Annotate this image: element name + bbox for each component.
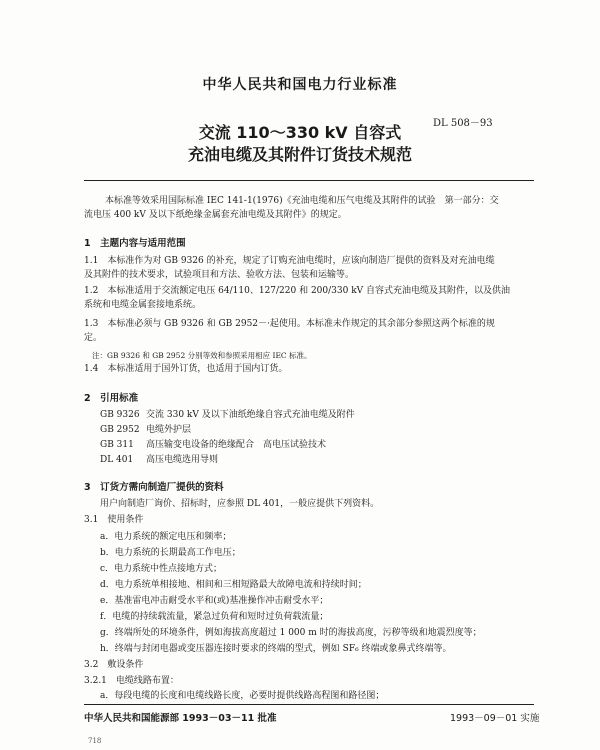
section-3-intro: 用户向制造厂询价、招标时，应参照 DL 401，一般应提供下列资料。 (100, 499, 380, 509)
implementation-date: 1993－09－01 实施 (450, 713, 540, 724)
reference-title: 高压输变电设备的绝缘配合 高电压试验技术 (146, 440, 327, 450)
clause-3-2-1-heading: 3.2.1 电缆线路布置： (84, 676, 179, 686)
condition-item: a．电力系统的额定电压和频率； (100, 532, 232, 542)
clause-1-1-line-1: 1.1 本标准作为对 GB 9326 的补充，规定了订购充油电缆时，应该向制造厂提供的资料及对充油电缆 (84, 256, 495, 266)
clause-1-2-line-2: 系统和电缆金属套接地系统。 (84, 300, 202, 310)
reference-code: GB 2952 (100, 425, 140, 435)
footer-divider (84, 704, 534, 705)
document-title-line-1: 交流 110～330 kV 自容式 (198, 123, 402, 142)
clause-1-note: 注：GB 9326 和 GB 2952 分别等效和参照采用相应 IEC 标准。 (92, 351, 312, 360)
reference-code: DL 401 (100, 455, 134, 465)
reference-title: 交流 330 kV 及以下油纸绝缘自容式充油电缆及附件 (146, 410, 355, 420)
approval-date: 中华人民共和国能源部 1993－03－11 批准 (84, 713, 277, 724)
reference-code: GB 9326 (100, 410, 140, 420)
condition-item: f．电缆的持续载流量，紧急过负荷和短时过负荷载流量； (100, 612, 329, 622)
page-number: 718 (88, 737, 102, 745)
section-1-heading: 1 主题内容与适用范围 (84, 238, 186, 249)
section-3-heading: 3 订货方需向制造厂提供的资料 (84, 482, 224, 493)
standard-code: DL 508－93 (433, 118, 493, 129)
clause-3-1-heading: 3.1 使用条件 (84, 515, 144, 525)
condition-item: e．基准雷电冲击耐受水平和(或)基准操作冲击耐受水平； (100, 596, 329, 606)
clause-1-3-line-2: 定。 (84, 333, 103, 343)
clause-3-2-heading: 3.2 敷设条件 (84, 660, 144, 670)
section-2-heading: 2 引用标准 (84, 393, 139, 404)
reference-title: 高压电缆选用导则 (146, 455, 219, 465)
condition-item: g．终端所处的环境条件，例如海拔高度超过 1 000 m 时的海拔高度，污秽等级和地震烈度等； (100, 628, 482, 638)
clause-1-1-line-2: 及其附件的技术要求，试验项目和方法、验收方法、包装和运输等。 (84, 270, 355, 280)
reference-title: 电缆外护层 (146, 425, 192, 435)
clause-1-4: 1.4 本标准适用于国外订货，也适用于国内订货。 (84, 364, 288, 374)
standard-header: 中华人民共和国电力行业标准 (202, 77, 398, 93)
clause-3-2-1-item-a: a．每段电缆的长度和电缆线路长度，必要时提供线路高程图和路径图； (100, 691, 385, 701)
title-divider (84, 180, 534, 181)
intro-line-2: 流电压 400 kV 及以下纸绝缘金属套充油电缆及其附件》的规定。 (84, 210, 347, 220)
reference-code: GB 311 (100, 440, 134, 450)
condition-item: h．终端与封闭电器或变压器连接时要求的终端的型式，例如 SF₆ 终端或象鼻式终端等。 (100, 644, 452, 654)
clause-1-2-line-1: 1.2 本标准适用于交流额定电压 64/110、127/220 和 200/330 kV 自容式充油电缆及其附件，以及供油 (84, 286, 511, 296)
document-title-line-2: 充油电缆及其附件订货技术规范 (187, 145, 412, 164)
condition-item: b．电力系统的长期最高工作电压； (100, 548, 241, 558)
clause-1-3-line-1: 1.3 本标准必须与 GB 9326 和 GB 2952－·起使用。本标准未作规定的其余部分参照这两个标准的规 (84, 319, 495, 329)
condition-item: c．电力系统中性点接地方式； (100, 564, 223, 574)
intro-line-1: 本标准等效采用国际标准 IEC 141-1(1976)《充油电缆和压气电缆及其附件的试验 第一部分：交 (105, 196, 499, 206)
condition-item: d．电力系统单相接地、相间和三相短路最大故障电流和持续时间； (100, 580, 367, 590)
